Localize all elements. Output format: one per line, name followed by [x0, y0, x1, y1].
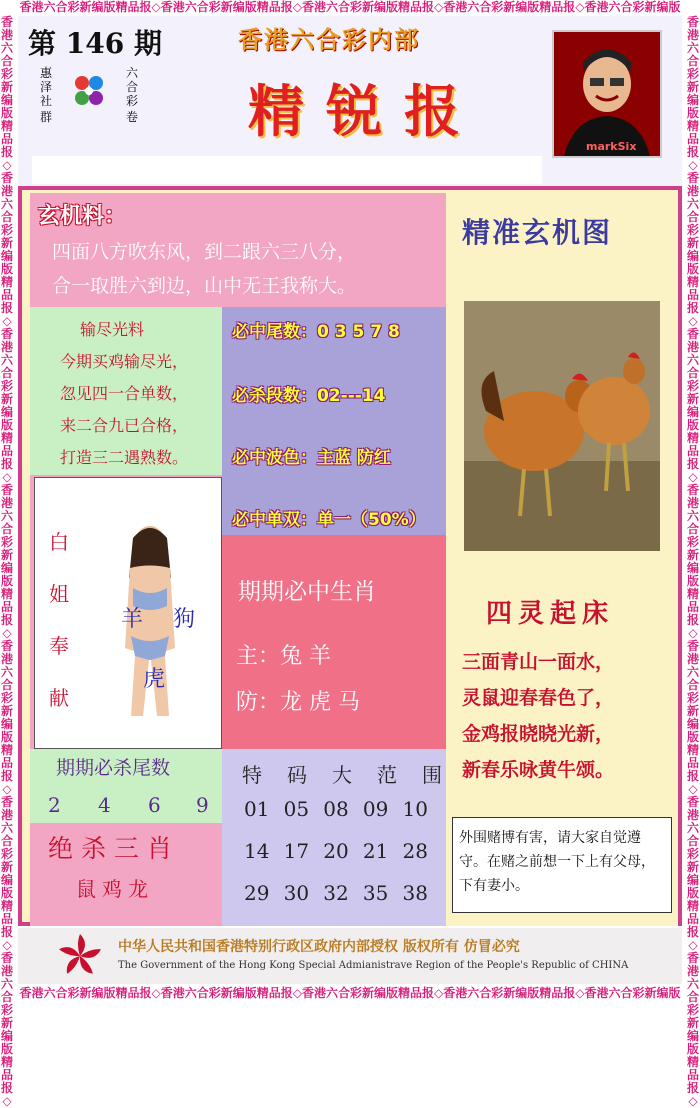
- special-numbers-panel: [222, 749, 446, 926]
- poem-line-2: 灵鼠迎春春色了，: [462, 687, 615, 709]
- notice-text: 外围赌博有害，请大家自觉遵守。在赌之前想一下上有父母，下有妻小。: [459, 830, 655, 894]
- special-num: 38: [402, 881, 428, 905]
- beauty-animal-tiger: 虎: [143, 667, 166, 692]
- footer: [18, 928, 682, 984]
- rooster-picture: [464, 301, 660, 551]
- poem-line-4: 新春乐咏黄牛颂。: [462, 759, 615, 781]
- stat-kill: 必杀段数：02---14: [232, 386, 386, 406]
- stat-tail: 必中尾数：0 3 5 7 8: [232, 322, 400, 342]
- xuanji-line-2: 合一取胜六到边，山中无王我称大。: [52, 275, 357, 297]
- special-num: 08: [323, 797, 349, 821]
- zodiac-panel: [222, 535, 446, 749]
- logo-left-text-1: 惠泽社: [40, 66, 53, 108]
- special-num: 10: [402, 797, 428, 821]
- stats-panel: [222, 307, 446, 535]
- jue-sha-animals: 鼠鸡龙: [76, 877, 154, 901]
- footer-en: The Government of the Hong Kong Special Admianistrave Region of the People's Republic of CHINA: [118, 960, 629, 971]
- zodiac-title: 期期必中生肖: [238, 579, 376, 605]
- special-header-2: 码: [287, 763, 307, 787]
- shuying-line-1: 今期买鸡输尽光，: [60, 352, 189, 371]
- logo-left-text-2: 群: [40, 110, 53, 124]
- beauty-animal-dog: 狗: [173, 607, 196, 632]
- header-whitebar: [32, 156, 542, 184]
- special-num: 32: [323, 881, 349, 905]
- special-num: 17: [283, 839, 310, 863]
- portrait-photo: [552, 30, 662, 158]
- xuanji-panel: [30, 193, 446, 307]
- special-num: 35: [362, 881, 389, 905]
- special-num: 28: [402, 839, 428, 863]
- shuying-line-3: 来二合九已合格，: [60, 416, 189, 435]
- tail-kill-num-1: 2: [48, 793, 61, 817]
- shuying-line-4: 打造三二遇熟数。: [60, 448, 189, 467]
- special-header-3: 大: [332, 763, 352, 787]
- zodiac-guard: 防：龙 虎 马: [236, 690, 360, 715]
- beauty-side-2: 姐: [49, 582, 69, 606]
- right-panel: [446, 193, 678, 926]
- special-row-1: [244, 797, 428, 821]
- special-row-3: [244, 881, 428, 905]
- beauty-side-4: 献: [49, 686, 69, 710]
- lottery-logo: [40, 64, 160, 124]
- poem-title: 四灵起床: [486, 599, 615, 629]
- special-header-5: 围: [422, 763, 442, 787]
- issue-number: 第 146 期: [28, 27, 162, 60]
- portrait-caption: markSix: [586, 140, 637, 153]
- special-num: 30: [283, 881, 310, 905]
- jue-sha-title: 绝 杀 三 肖: [48, 834, 172, 863]
- page-title: 精锐报: [248, 79, 482, 145]
- special-num: 21: [362, 839, 389, 863]
- right-panel-title: 精准玄机图: [462, 216, 613, 249]
- header: [18, 16, 682, 186]
- special-num: 14: [244, 839, 270, 863]
- top-border-text: 香港六合彩新编版精品报◇香港六合彩新编版精品报◇香港六合彩新编版精品报◇香港六合彩新编版精品报◇香港六合彩新编版: [19, 0, 681, 14]
- beauty-frame: [34, 477, 222, 749]
- beauty-panel: [30, 475, 222, 749]
- shuying-panel: [30, 307, 222, 475]
- poem-line-1: 三面青山一面水，: [462, 651, 615, 673]
- bottom-border-text: 香港六合彩新编版精品报◇香港六合彩新编版精品报◇香港六合彩新编版精品报◇香港六合彩新编版精品报◇香港六合彩新编版: [19, 986, 681, 1000]
- special-header-4: 范: [377, 763, 397, 787]
- stat-wave: 必中波色：主蓝 防红: [232, 448, 391, 468]
- special-num: 29: [244, 881, 270, 905]
- zodiac-main: 主：兔 羊: [236, 644, 331, 669]
- tail-kill-num-2: 4: [98, 793, 111, 817]
- right-border-text: 香港六合彩新编版精品报◇香港六合彩新编版精品报◇香港六合彩新编版精品报◇香港六合彩新编版精品报◇香港六合彩新编版精品报◇香港六合彩新编版精品报◇香港六合彩新编版精品报◇: [686, 15, 699, 1108]
- logo-right-text-1: 六合彩: [126, 66, 139, 108]
- beauty-animal-sheep: 羊: [121, 607, 144, 632]
- shuying-line-2: 忽见四一合单数，: [60, 384, 189, 403]
- footer-cn: 中华人民共和国香港特别行政区政府内部授权 版权所有 仿冒必究: [118, 939, 520, 955]
- header-subtitle: 香港六合彩内部: [238, 25, 420, 54]
- special-row-2: [244, 839, 428, 863]
- beauty-side-1: 白: [49, 530, 69, 554]
- lottery-ball-icon: [68, 70, 110, 112]
- poem-line-3: 金鸡报晓晓光新，: [462, 723, 615, 745]
- tail-kill-num-4: 9: [196, 793, 209, 817]
- left-border-text: 香港六合彩新编版精品报◇香港六合彩新编版精品报◇香港六合彩新编版精品报◇香港六合彩新编版精品报◇香港六合彩新编版精品报◇香港六合彩新编版精品报◇香港六合彩新编版精品报◇: [0, 15, 13, 1108]
- special-num: 05: [283, 797, 310, 821]
- special-num: 09: [362, 797, 389, 821]
- beauty-side-3: 奉: [49, 634, 69, 658]
- rooster-icon: [464, 301, 660, 551]
- xuanji-title: 玄机料：: [38, 203, 127, 229]
- jue-sha-panel: [30, 823, 222, 926]
- shuying-title: 输尽光料: [80, 320, 145, 339]
- xuanji-line-1: 四面八方吹东风，到二跟六三八分，: [52, 241, 357, 263]
- stat-odd: 必中单双：单一（50%）: [232, 510, 426, 530]
- tail-kill-num-3: 6: [148, 793, 161, 817]
- special-header-1: 特: [242, 763, 262, 787]
- special-header: [242, 759, 442, 788]
- notice-box: [452, 817, 672, 913]
- tail-kill-title: 期期必杀尾数: [56, 757, 171, 779]
- logo-right-text-2: 卷: [126, 110, 139, 124]
- special-num: 20: [323, 839, 349, 863]
- special-num: 01: [244, 797, 270, 821]
- portrait-figure-icon: [554, 32, 660, 156]
- tail-kill-panel: [30, 749, 222, 823]
- bauhinia-emblem-icon: [54, 930, 106, 982]
